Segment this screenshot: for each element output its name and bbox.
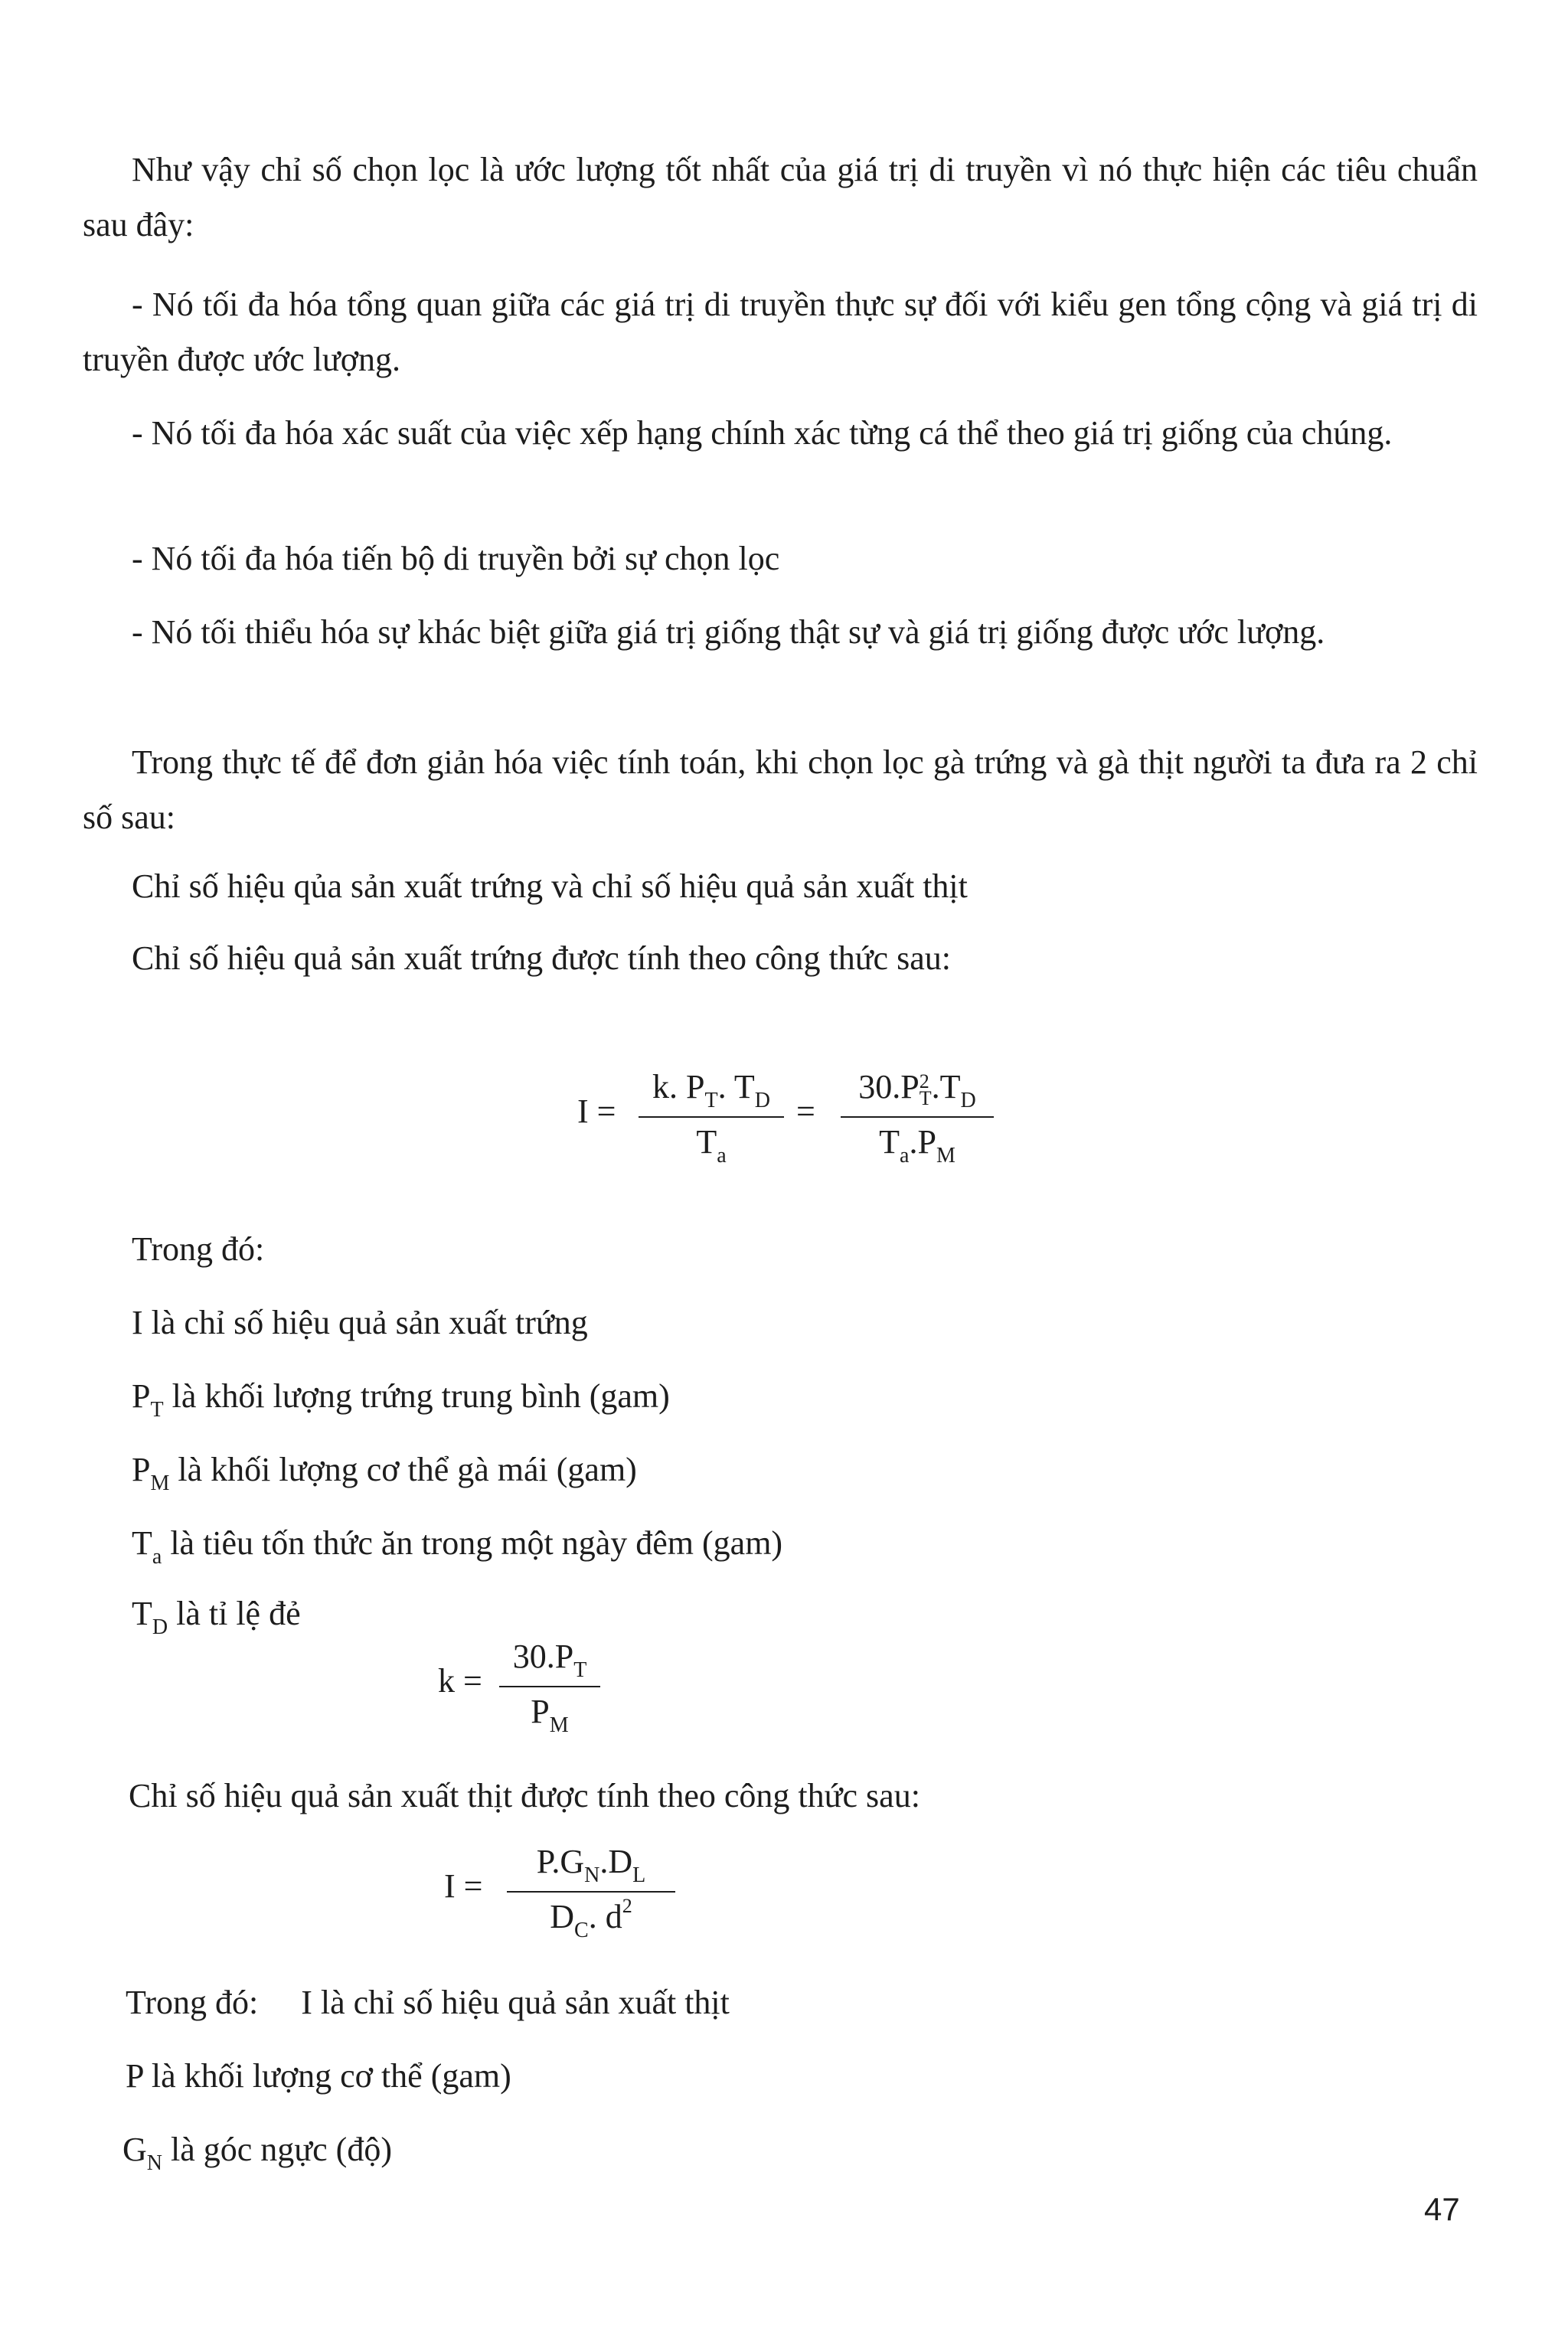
k-formula-lhs: k = <box>438 1662 482 1700</box>
definition-I-meat: I là chỉ số hiệu quả sản xuất thịt <box>301 1984 730 2021</box>
egg-formula-intro: Chỉ số hiệu quả sản xuất trứng được tính theo công thức sau: <box>132 939 951 977</box>
bullet-paragraph-3: - Nó tối đa hóa tiến bộ di truyền bởi sự chọn lọc <box>132 540 780 577</box>
egg-fraction-1-numerator: k. $P_T$. $T_D$ <box>652 1068 770 1112</box>
meat-formula-intro: Chỉ số hiệu quả sản xuất thịt được tính theo công thức sau: <box>129 1777 920 1814</box>
two-indices-line: Chỉ số hiệu qủa sản xuất trứng và chỉ số hiệu quả sản xuất thịt <box>132 867 968 905</box>
definition-GN: $G_N$ là góc ngực (độ) <box>122 2131 392 2175</box>
egg-fraction-2-numerator: 30.P 2 T $.T_D$ <box>858 1068 976 1112</box>
definition-TD: $T_D$ là tỉ lệ đẻ <box>132 1595 301 1639</box>
definition-I-egg: I là chỉ số hiệu quả sản xuất trứng <box>132 1304 588 1341</box>
meat-fraction-numerator: $P.G_N.D_L$ <box>536 1843 646 1887</box>
page-number: 47 <box>1424 2191 1460 2227</box>
intro-paragraph: Như vậy chỉ số chọn lọc là ước lượng tốt nhất của giá trị di truyền vì nó thực hiện các tiêu chuẩn sau đây: <box>83 151 1478 243</box>
where-label-egg: Trong đó: <box>132 1230 265 1268</box>
k-fraction-numerator: $30.P_T$ <box>512 1638 587 1682</box>
egg-fraction-1-bar <box>639 1116 784 1118</box>
bullet-paragraph-2: - Nó tối đa hóa xác suất của việc xếp hạng chính xác từng cá thể theo giá trị giống của chúng. <box>132 414 1393 452</box>
meat-fraction <box>507 1840 675 1943</box>
bullet-paragraph-1: - Nó tối đa hóa tổng quan giữa các giá trị di truyền thực sự đối với kiểu gen tổng cộng và giá trị di truyền được ước lượng. <box>83 286 1478 378</box>
definition-PT: $P_T$ là khối lượng trứng trung bình (gam) <box>132 1377 670 1422</box>
bullet-paragraph-4: - Nó tối thiểu hóa sự khác biệt giữa giá trị giống thật sự và giá trị giống được ước lượng. <box>132 613 1325 651</box>
practice-paragraph: Trong thực tế để đơn giản hóa việc tính toán, khi chọn lọc gà trứng và gà thịt người ta đưa ra 2 chỉ số sau: <box>83 743 1478 836</box>
k-fraction <box>499 1635 600 1738</box>
definition-P: P là khối lượng cơ thể (gam) <box>126 2057 511 2095</box>
egg-formula-equals: = <box>796 1092 815 1130</box>
egg-fraction-2-denominator: $T_a.P_M$ <box>879 1123 956 1168</box>
definition-PM: $P_M$ là khối lượng cơ thể gà mái (gam) <box>132 1451 637 1495</box>
meat-fraction-bar <box>507 1891 675 1893</box>
k-fraction-bar <box>499 1686 600 1687</box>
meat-formula-lhs: I = <box>444 1867 483 1905</box>
meat-fraction-denominator: $D_C$. $d^2$ <box>550 1895 632 1942</box>
egg-fraction-1 <box>639 1066 784 1168</box>
where-label-meat: Trong đó: <box>126 1984 259 2021</box>
definition-Ta: $T_a$ là tiêu tốn thức ăn trong một ngày đêm (gam) <box>132 1524 783 1569</box>
egg-fraction-2 <box>841 1066 994 1168</box>
meat-where-line <box>126 1981 730 2024</box>
egg-fraction-1-denominator: $T_a$ <box>696 1123 727 1168</box>
egg-fraction-2-bar <box>841 1116 994 1118</box>
k-fraction-denominator: $P_M$ <box>531 1693 569 1737</box>
egg-formula-lhs: I = <box>577 1092 616 1130</box>
